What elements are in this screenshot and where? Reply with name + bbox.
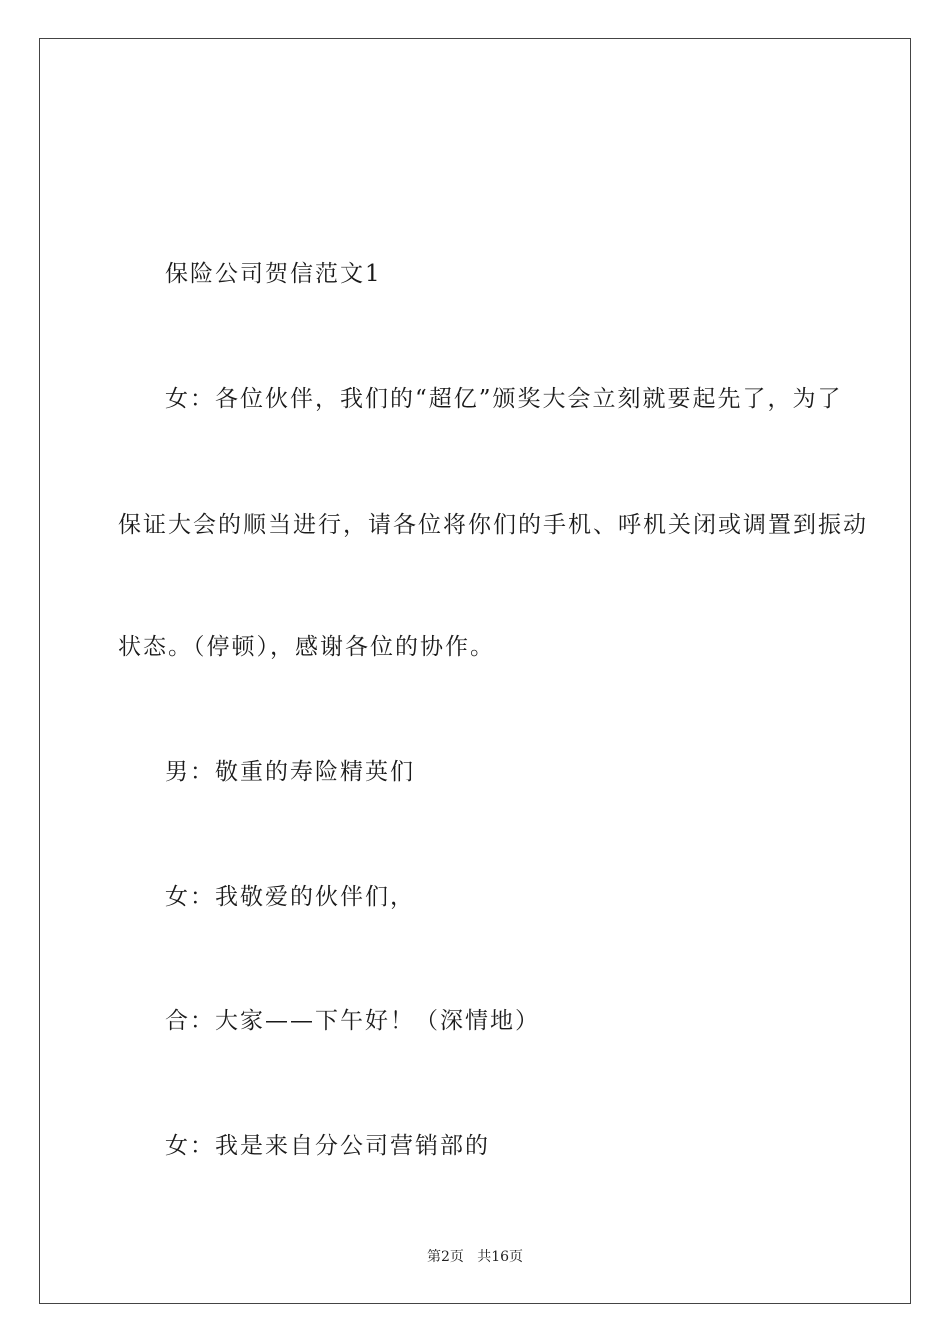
paragraph-line-7: 女：我是来自分公司营销部的	[165, 1133, 490, 1159]
paragraph-line-1: 女：各位伙伴，我们的“超亿”颁奖大会立刻就要起先了，为了	[165, 386, 843, 412]
paragraph-line-4: 男：敬重的寿险精英们	[165, 759, 415, 785]
paragraph-line-3: 状态。（停顿），感谢各位的协作。	[118, 634, 495, 660]
paragraph-line-2: 保证大会的顺当进行，请各位将你们的手机、呼机关闭或调置到振动	[118, 512, 868, 538]
paragraph-line-6: 合：大家——下午好！（深情地）	[165, 1008, 540, 1034]
page-number-footer: 第2页 共16页	[426, 1249, 524, 1265]
paragraph-line-5: 女：我敬爱的伙伴们，	[165, 884, 415, 910]
page-border	[39, 38, 911, 1304]
document-title: 保险公司贺信范文1	[165, 261, 382, 287]
